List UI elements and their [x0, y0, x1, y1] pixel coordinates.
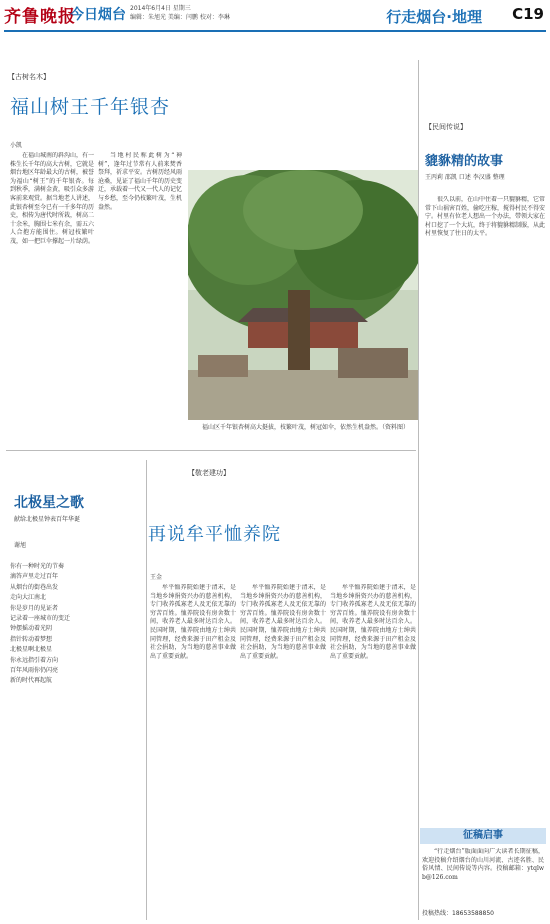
nursing-title: 再说牟平恤养院	[148, 524, 281, 545]
poem-author: 谢旭	[14, 542, 27, 549]
editor-line: 编辑：朱旭光 美编：闫鹏 校对：李琳	[130, 14, 230, 21]
call-for-papers-body: “行走烟台”版面面向广大读者长期征稿，欢迎投稿介绍烟台的山川河流、古迹名胜、民俗风情、民间传说等内容。投稿邮箱：ytqlwb@126.com	[422, 848, 544, 881]
ginkgo-tree-image	[188, 170, 418, 420]
column-divider-right	[418, 60, 419, 920]
nursing-column-3: 牟平恤养院始建于清末，是当地乡绅捐资兴办的慈善机构，专门收养孤寡老人及无依无靠的穷苦百姓。恤养院设有房舍数十间，收养老人最多时达百余人。民国时期，恤养院由地方士绅共同管理，经费来源于田产租金及社会捐助，为当地的慈善事业做出了重要贡献。	[330, 584, 416, 660]
ginkgo-title: 福山树王千年银杏	[10, 96, 171, 118]
column-divider-left	[146, 460, 147, 920]
legend-tag: 【民间传说】	[425, 123, 467, 131]
nursing-tag: 【敬老建功】	[188, 469, 230, 477]
ginkgo-column-1: 在福山城南的斜沟山，有一株生长千年的高大古树，它就是烟台地区年龄最大的古树，被誉为福山“树王”的千年银杏。每到秋季，满树金黄，吸引众多游客前来观赏。据当地老人讲述，此银杏树至今已有一千多年的历史，相传为唐代时所栽，树高二十余米，胸围七米有余，需五六人合抱方能围住。树冠枝繁叶茂，如一把巨伞撑起一片绿荫。	[10, 152, 94, 245]
ginkgo-column-2: 当地村民称此树为“神树”，逢年过节常有人前来焚香祭拜，祈求平安。古树历经风雨沧桑，见证了福山千年的历史变迁，承载着一代又一代人的记忆与乡愁，至今仍枝繁叶茂，生机盎然。	[98, 152, 182, 211]
poem-line: 你永远指引着方向	[10, 656, 59, 664]
page-header	[0, 0, 550, 30]
poem-line: 钟摆摇动着光阴	[10, 625, 53, 633]
legend-title: 貔貅精的故事	[425, 154, 504, 169]
masthead-logo: 齐鲁晚报	[4, 7, 76, 27]
call-for-papers-box	[420, 828, 546, 920]
poem-line: 滴答声里走过百年	[10, 573, 59, 581]
ginkgo-tag: 【古树名木】	[8, 73, 50, 81]
poem-line: 记录着一座城市的变迁	[10, 615, 71, 623]
ginkgo-byline: 小凯	[10, 142, 23, 149]
poem-line: 从烟台的街巷出发	[10, 583, 59, 591]
section-title: 行走烟台·地理	[386, 8, 482, 26]
ginkgo-photo	[188, 170, 418, 420]
poem-line: 你是岁月的见证者	[10, 604, 59, 612]
legend-body: 很久以前，在山中住着一只貔貅精，它常常下山祸害百姓，偷吃庄稼，搅得村民不得安宁。村里有位老人想出一个办法，带领大家在村口挖了一个大坑，终于将貔貅精制服，从此村里恢复了往日的太平。	[425, 196, 545, 238]
poem-line: 你有一种时光的节奏	[10, 563, 65, 570]
poem-line: 新的时代再起航	[10, 677, 53, 685]
poem-line: 百年风雨你仍闪亮	[10, 667, 59, 675]
poem-line: 指针转动着梦想	[10, 635, 53, 643]
photo-caption: 福山区千年银杏树高大挺拔，枝繁叶茂，树冠如伞，依然生机盎然。（资料图）	[202, 424, 410, 431]
nursing-byline: 王金	[150, 574, 163, 581]
section-name: 今日烟台	[70, 7, 126, 23]
poem-body	[10, 562, 145, 687]
issue-meta	[130, 4, 250, 22]
nursing-column-2: 牟平恤养院始建于清末，是当地乡绅捐资兴办的慈善机构，专门收养孤寡老人及无依无靠的穷苦百姓。恤养院设有房舍数十间，收养老人最多时达百余人。民国时期，恤养院由地方士绅共同管理，经费来源于田产租金及社会捐助，为当地的慈善事业做出了重要贡献。	[240, 584, 326, 660]
poem-line: 走向大江南北	[10, 594, 47, 602]
section-divider	[6, 450, 416, 451]
call-for-papers-title: 征稿启事	[420, 828, 546, 844]
legend-byline: 王丙莉 邵凯 口述 李汉盛 整理	[425, 174, 505, 181]
header-rule	[4, 30, 546, 32]
call-for-papers-contact: 投稿热线：18653588850	[422, 910, 494, 917]
poem-subtitle: 献给北极星钟表百年华诞	[14, 516, 81, 523]
page-number: C19	[512, 5, 544, 23]
issue-date: 2014年6月4日 星期三	[130, 5, 191, 12]
poem-line: 北极星啊北极星	[10, 646, 53, 654]
poem-title: 北极星之歌	[14, 495, 84, 511]
nursing-column-1: 牟平恤养院始建于清末，是当地乡绅捐资兴办的慈善机构，专门收养孤寡老人及无依无靠的穷苦百姓。恤养院设有房舍数十间，收养老人最多时达百余人。民国时期，恤养院由地方士绅共同管理，经费来源于田产租金及社会捐助，为当地的慈善事业做出了重要贡献。	[150, 584, 236, 660]
